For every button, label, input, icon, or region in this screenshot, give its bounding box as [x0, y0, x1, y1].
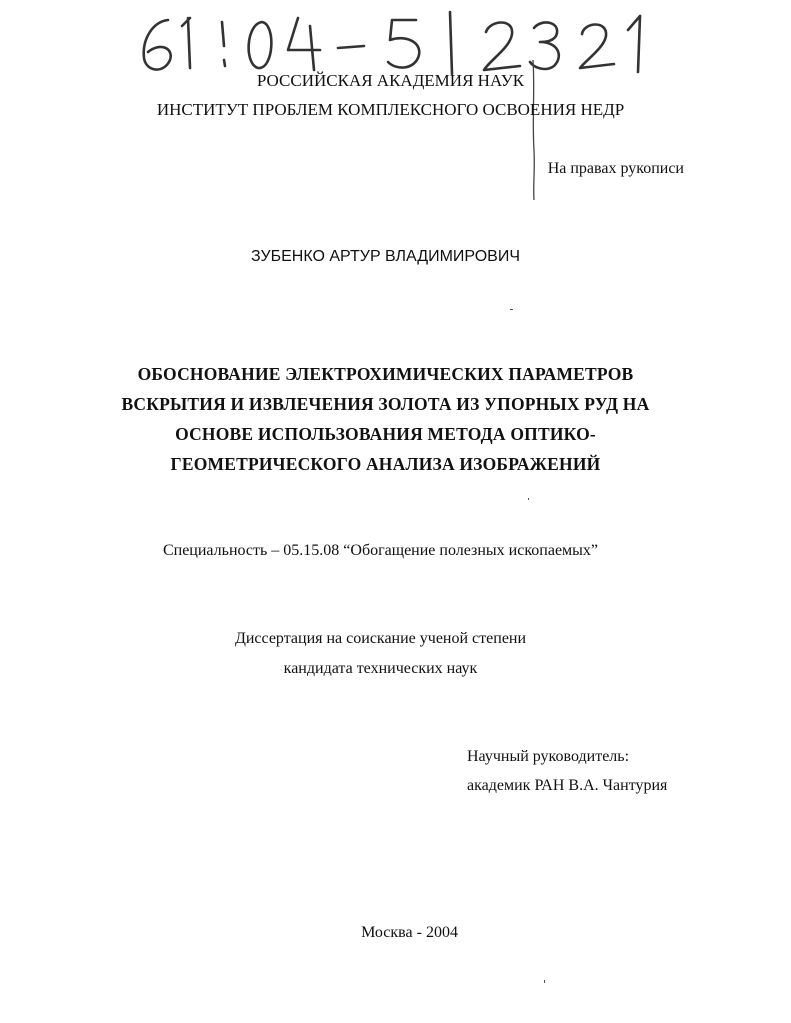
place-and-year: Москва - 2004	[361, 924, 458, 941]
advisor-name: академик РАН В.А. Чантурия	[467, 777, 668, 794]
handwritten-catalog-number	[130, 8, 670, 78]
author-name: ЗУБЕНКО АРТУР ВЛАДИМИРОВИЧ	[250, 248, 521, 265]
thesis-title-line-1: ОБОСНОВАНИЕ ЭЛЕКТРОХИМИЧЕСКИХ ПАРАМЕТРОВ	[137, 364, 634, 384]
institute-name: ИНСТИТУТ ПРОБЛЕМ КОМПЛЕКСНОГО ОСВОЕНИЯ НЕДР	[156, 100, 625, 119]
thesis-title-line-3: ОСНОВЕ ИСПОЛЬЗОВАНИЯ МЕТОДА ОПТИКО-	[175, 424, 596, 444]
scan-speck	[528, 498, 529, 500]
rights-note: На правах рукописи	[547, 160, 684, 177]
dissertation-degree-line-2: кандидата технических наук	[283, 660, 478, 677]
scan-speck	[544, 980, 545, 983]
specialty-line: Специальность – 05.15.08 “Обогащение полезных ископаемых”	[162, 542, 599, 559]
dissertation-degree-line-1: Диссертация на соискание ученой степени	[234, 630, 527, 647]
advisor-label: Научный руководитель:	[467, 748, 630, 765]
scan-speck	[510, 309, 513, 310]
organization-name: РОССИЙСКАЯ АКАДЕМИЯ НАУК	[256, 71, 525, 90]
thesis-title-line-2: ВСКРЫТИЯ И ИЗВЛЕЧЕНИЯ ЗОЛОТА ИЗ УПОРНЫХ РУД НА	[121, 394, 650, 414]
thesis-title-line-4: ГЕОМЕТРИЧЕСКОГО АНАЛИЗА ИЗОБРАЖЕНИЙ	[170, 454, 601, 474]
